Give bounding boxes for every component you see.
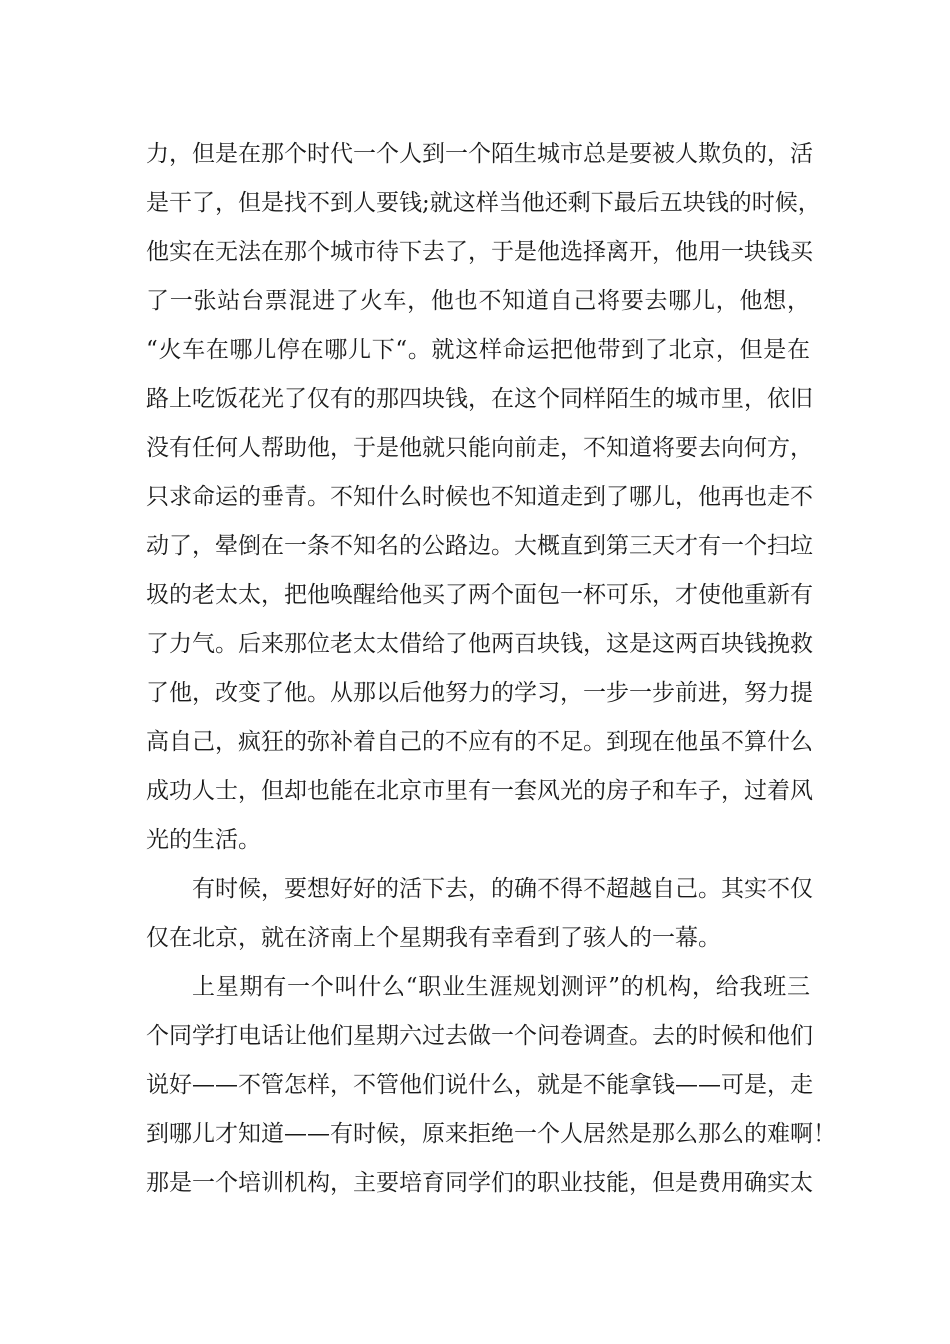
text-line: 那是一个培训机构，主要培育同学们的职业技能，但是费用确实太 [146, 1170, 813, 1196]
text-line: 是干了，但是找不到人要钱;就这样当他还剩下最后五块钱的时候， [146, 190, 821, 216]
text-line: 到哪儿才知道——有时候，原来拒绝一个人居然是那么那么的难啊！ [146, 1121, 836, 1147]
text-line: 力，但是在那个时代一个人到一个陌生城市总是要被人欺负的，活 [146, 141, 813, 167]
text-line: 仅在北京，就在济南上个星期我有幸看到了骇人的一幕。 [146, 925, 721, 951]
text-line: 只求命运的垂青。不知什么时候也不知道走到了哪儿，他再也走不 [146, 484, 813, 510]
text-line: 高自己，疯狂的弥补着自己的不应有的不足。到现在他虽不算什么 [146, 729, 813, 755]
text-line: 动了，晕倒在一条不知名的公路边。大概直到第三天才有一个扫垃 [146, 533, 813, 559]
text-line: “火车在哪儿停在哪儿下“。就这样命运把他带到了北京，但是在 [146, 337, 810, 363]
text-line: 个同学打电话让他们星期六过去做一个问卷调查。去的时候和他们 [146, 1023, 813, 1049]
text-line: 他实在无法在那个城市待下去了，于是他选择离开，他用一块钱买 [146, 239, 813, 265]
text-line: 了他，改变了他。从那以后他努力的学习，一步一步前进，努力提 [146, 680, 813, 706]
text-line: 成功人士，但却也能在北京市里有一套风光的房子和车子，过着风 [146, 778, 813, 804]
body-text [146, 130, 836, 1208]
text-line: 路上吃饭花光了仅有的那四块钱，在这个同样陌生的城市里，依旧 [146, 386, 813, 412]
text-line: 没有任何人帮助他，于是他就只能向前走，不知道将要去向何方， [146, 435, 813, 461]
text-line: 圾的老太太，把他唤醒给他买了两个面包一杯可乐，才使他重新有 [146, 582, 813, 608]
text-line: 光的生活。 [146, 827, 261, 853]
text-line: 说好——不管怎样，不管他们说什么，就是不能拿钱——可是，走 [146, 1072, 813, 1098]
text-line: 上星期有一个叫什么“职业生涯规划测评”的机构，给我班三 [192, 974, 810, 1000]
text-line: 了力气。后来那位老太太借给了他两百块钱，这是这两百块钱挽救 [146, 631, 813, 657]
text-line: 有时候，要想好好的活下去，的确不得不超越自己。其实不仅 [192, 876, 813, 902]
text-line: 了一张站台票混进了火车，他也不知道自己将要去哪儿，他想， [146, 288, 810, 314]
